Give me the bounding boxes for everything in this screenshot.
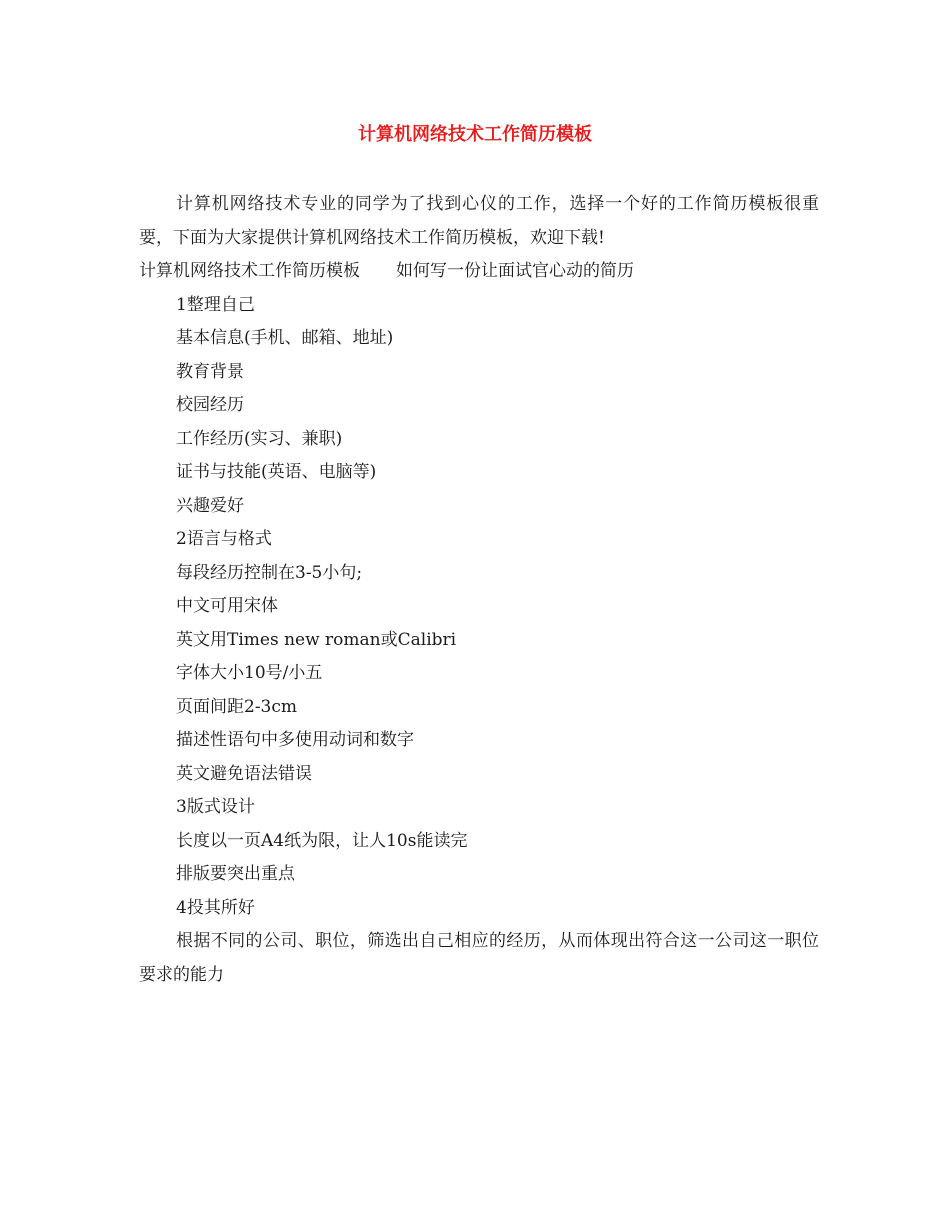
list-item: 校园经历 bbox=[176, 395, 244, 415]
list-item: 英文用Times new roman或Calibri bbox=[176, 629, 457, 650]
subheading-line bbox=[139, 255, 819, 289]
list-item: 字体大小10号/小五 bbox=[176, 663, 323, 683]
list-item: 基本信息(手机、邮箱、地址) bbox=[176, 328, 394, 348]
list-item: 长度以一页A4纸为限，让人10s能读完 bbox=[176, 830, 468, 851]
list-item: 中文可用宋体 bbox=[176, 596, 278, 616]
list-item: 工作经历(实习、兼职) bbox=[176, 428, 343, 449]
document-title: 计算机网络技术工作简历模板 bbox=[358, 124, 592, 145]
subheading-left: 计算机网络技术工作简历模板 bbox=[139, 261, 360, 281]
intro-paragraph: 计算机网络技术专业的同学为了找到心仪的工作，选择一个好的工作简历模板很重要，下面为大家提供计算机网络技术工作简历模板，欢迎下载! bbox=[139, 194, 819, 248]
list-item: 证书与技能(英语、电脑等) bbox=[176, 462, 377, 482]
list-item: 描述性语句中多使用动词和数字 bbox=[176, 730, 414, 750]
list-item: 排版要突出重点 bbox=[176, 864, 295, 884]
list-item: 2语言与格式 bbox=[176, 529, 272, 549]
closing-paragraph: 根据不同的公司、职位，筛选出自己相应的经历，从而体现出符合这一公司这一职位要求的能力 bbox=[139, 931, 819, 985]
list-item: 英文避免语法错误 bbox=[176, 763, 312, 784]
list-item: 每段经历控制在3-5小句; bbox=[176, 562, 363, 583]
list-item: 页面间距2-3cm bbox=[176, 696, 298, 717]
list-item: 3版式设计 bbox=[176, 797, 255, 817]
list-item: 教育背景 bbox=[176, 361, 244, 382]
document-body bbox=[139, 188, 819, 992]
subheading-right: 如何写一份让面试官心动的简历 bbox=[396, 261, 634, 281]
list-item: 1整理自己 bbox=[176, 294, 255, 315]
list-item: 4投其所好 bbox=[176, 897, 255, 918]
list-item: 兴趣爱好 bbox=[176, 495, 244, 516]
